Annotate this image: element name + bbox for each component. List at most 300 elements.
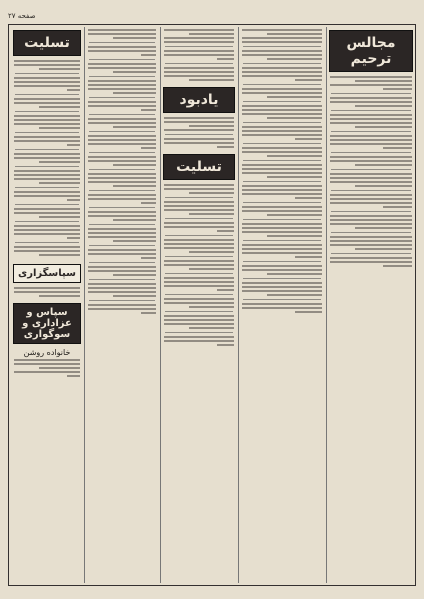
text-line (189, 33, 234, 35)
text-line (330, 122, 412, 124)
separator (331, 253, 411, 254)
text-line (242, 227, 322, 229)
text-line (164, 239, 234, 241)
text-line (355, 248, 412, 250)
text-line (113, 185, 156, 187)
column-3 (160, 27, 237, 583)
text-line (141, 202, 156, 204)
text-line (164, 247, 234, 249)
text-line (113, 126, 156, 128)
text-line (88, 211, 156, 213)
text-line (164, 298, 234, 300)
text-line (14, 119, 80, 121)
text-line (39, 106, 80, 108)
text-line (164, 41, 234, 43)
text-line (242, 151, 322, 153)
text-line (164, 315, 234, 317)
text-line (88, 253, 156, 255)
text-line (330, 143, 412, 145)
text-line (189, 79, 234, 81)
text-line (141, 257, 156, 259)
text-line (88, 101, 156, 103)
text-line (164, 336, 234, 338)
text-line (242, 210, 322, 212)
text-line (242, 164, 322, 166)
text-line (14, 123, 80, 125)
text-line (113, 295, 156, 297)
text-line (88, 63, 156, 65)
text-line (330, 177, 412, 179)
text-line (330, 156, 412, 158)
text-line (14, 246, 80, 248)
text-line (295, 197, 322, 199)
text-line (267, 294, 322, 296)
text-line (242, 67, 322, 69)
text-line (88, 143, 156, 145)
column-1 (326, 27, 415, 583)
separator (89, 76, 155, 77)
text-line (242, 252, 322, 254)
separator (89, 131, 155, 132)
text-line (113, 92, 156, 94)
text-line (88, 118, 156, 120)
text-line (189, 192, 234, 194)
text-line (164, 323, 234, 325)
text-line (242, 193, 322, 195)
separator (243, 84, 321, 85)
text-line (14, 191, 80, 193)
text-line (67, 144, 80, 146)
text-line (14, 212, 80, 214)
separator (165, 332, 233, 333)
text-line (242, 75, 322, 77)
text-line (88, 29, 156, 31)
text-line (113, 219, 156, 221)
separator (15, 73, 79, 74)
text-line (88, 266, 156, 268)
separator (15, 204, 79, 205)
text-line (14, 77, 80, 79)
text-line (164, 319, 234, 321)
text-line (88, 228, 156, 230)
separator (331, 152, 411, 153)
separator (243, 143, 321, 144)
text-line (88, 122, 156, 124)
text-line (164, 142, 234, 144)
text-line (164, 201, 234, 203)
separator (243, 240, 321, 241)
separator (165, 311, 233, 312)
text-line (14, 81, 80, 83)
text-line (88, 236, 156, 238)
text-line (113, 240, 156, 242)
text-line (164, 277, 234, 279)
text-line (141, 147, 156, 149)
text-line (330, 114, 412, 116)
text-line (141, 109, 156, 111)
text-line (330, 97, 412, 99)
text-line (164, 29, 234, 31)
text-line (242, 168, 322, 170)
separator (165, 235, 233, 236)
text-line (242, 147, 322, 149)
text-line (217, 344, 234, 346)
text-line (14, 60, 80, 62)
text-line (14, 136, 80, 138)
text-line (88, 135, 156, 137)
text-line (67, 89, 80, 91)
text-line (242, 50, 322, 52)
text-line (88, 308, 156, 310)
text-line (267, 58, 322, 60)
text-line (164, 226, 234, 228)
text-line (164, 260, 234, 262)
text-line (164, 264, 234, 266)
text-line (164, 138, 234, 140)
text-line (242, 269, 322, 271)
text-line (242, 109, 322, 111)
text-line (113, 164, 156, 166)
text-line (330, 219, 412, 221)
text-line (189, 268, 234, 270)
text-line (164, 50, 234, 52)
text-line (189, 306, 234, 308)
separator (89, 97, 155, 98)
text-line (164, 281, 234, 283)
separator (89, 114, 155, 115)
section-heading-sepas-azadari: سپاس و عزاداری و سوگواری (13, 303, 81, 344)
text-line (189, 125, 234, 127)
text-line (164, 67, 234, 69)
text-line (39, 68, 80, 70)
text-line (383, 206, 412, 208)
separator (89, 300, 155, 301)
separator (89, 59, 155, 60)
text-line (14, 153, 80, 155)
separator (89, 169, 155, 170)
separator (243, 219, 321, 220)
text-line (330, 84, 412, 86)
separator (243, 181, 321, 182)
separator (331, 190, 411, 191)
text-line (88, 232, 156, 234)
separator (331, 169, 411, 170)
text-line (14, 85, 80, 87)
text-line (88, 283, 156, 285)
separator (243, 46, 321, 47)
text-line (14, 102, 80, 104)
text-line (355, 227, 412, 229)
text-line (164, 243, 234, 245)
separator (89, 207, 155, 208)
separator (243, 63, 321, 64)
text-line (267, 117, 322, 119)
text-line (217, 230, 234, 232)
separator (15, 111, 79, 112)
text-line (39, 367, 80, 369)
text-line (88, 80, 156, 82)
text-line (295, 79, 322, 81)
text-line (330, 202, 412, 204)
text-line (242, 71, 322, 73)
text-line (88, 160, 156, 162)
text-line (14, 170, 80, 172)
text-line (88, 181, 156, 183)
text-line (330, 240, 412, 242)
section-heading-tasliat-middle: تسلیت (163, 154, 235, 180)
text-line (383, 265, 412, 267)
separator (243, 101, 321, 102)
text-line (14, 208, 80, 210)
text-line (88, 249, 156, 251)
text-line (330, 101, 412, 103)
text-line (242, 92, 322, 94)
text-line (267, 214, 322, 216)
text-line (67, 199, 80, 201)
text-line (330, 160, 412, 162)
text-line (14, 371, 80, 373)
text-line (217, 146, 234, 148)
text-line (14, 229, 80, 231)
text-line (242, 303, 322, 305)
separator (331, 211, 411, 212)
text-line (330, 236, 412, 238)
text-line (88, 105, 156, 107)
text-line (383, 147, 412, 149)
text-line (88, 33, 156, 35)
section-heading-sepasgozari: سپاسگزاری (13, 264, 81, 283)
text-line (14, 115, 80, 117)
text-line (242, 286, 322, 288)
separator (89, 224, 155, 225)
text-line (14, 64, 80, 66)
text-line (267, 33, 322, 35)
separator (15, 221, 79, 222)
text-line (14, 233, 80, 235)
text-line (67, 375, 80, 377)
text-line (242, 265, 322, 267)
separator (243, 299, 321, 300)
text-line (164, 75, 234, 77)
column-5 (11, 27, 83, 583)
separator (165, 46, 233, 47)
text-line (355, 126, 412, 128)
text-line (242, 282, 322, 284)
separator (15, 132, 79, 133)
text-line (242, 223, 322, 225)
separator (15, 242, 79, 243)
text-line (267, 155, 322, 157)
text-line (242, 113, 322, 115)
classifieds-frame (8, 24, 416, 586)
separator (165, 134, 233, 135)
separator (165, 197, 233, 198)
text-line (330, 198, 412, 200)
separator (165, 218, 233, 219)
text-line (164, 285, 234, 287)
separator (165, 273, 233, 274)
text-line (330, 76, 412, 78)
section-heading-tasliat-top: تسلیت (13, 30, 81, 56)
text-line (88, 139, 156, 141)
text-line (88, 50, 156, 52)
text-line (39, 182, 80, 184)
text-line (14, 98, 80, 100)
text-line (14, 291, 80, 293)
text-line (242, 130, 322, 132)
text-line (164, 188, 234, 190)
text-line (295, 311, 322, 313)
page-number-label: صفحه ۲۷ (8, 12, 36, 20)
text-line (330, 215, 412, 217)
text-line (164, 302, 234, 304)
text-line (295, 138, 322, 140)
text-line (164, 222, 234, 224)
text-line (88, 46, 156, 48)
separator (331, 110, 411, 111)
separator (89, 190, 155, 191)
text-line (88, 194, 156, 196)
text-line (39, 161, 80, 163)
separator (243, 160, 321, 161)
text-line (330, 135, 412, 137)
separator (331, 232, 411, 233)
separator (15, 187, 79, 188)
text-line (14, 157, 80, 159)
text-line (355, 105, 412, 107)
text-line (242, 307, 322, 309)
text-line (164, 117, 234, 119)
text-line (242, 172, 322, 174)
text-line (88, 88, 156, 90)
text-line (67, 237, 80, 239)
text-line (88, 198, 156, 200)
text-line (242, 41, 322, 43)
text-line (14, 195, 80, 197)
text-line (242, 290, 322, 292)
separator (15, 149, 79, 150)
text-line (267, 273, 322, 275)
text-line (189, 327, 234, 329)
text-line (330, 223, 412, 225)
text-line (14, 174, 80, 176)
text-line (88, 173, 156, 175)
text-line (242, 126, 322, 128)
text-line (14, 178, 80, 180)
separator (89, 245, 155, 246)
separator (243, 278, 321, 279)
text-line (242, 105, 322, 107)
text-line (14, 363, 80, 365)
separator (331, 93, 411, 94)
family-name: خانواده روشن (23, 348, 71, 357)
text-line (88, 84, 156, 86)
section-heading-yadbood: یادبود (163, 87, 235, 113)
text-line (164, 37, 234, 39)
text-line (242, 134, 322, 136)
text-line (189, 213, 234, 215)
text-line (141, 312, 156, 314)
text-line (88, 287, 156, 289)
separator (89, 262, 155, 263)
section-heading-majales-tarhim: مجالس ترحیم (329, 30, 413, 72)
text-line (141, 54, 156, 56)
text-line (242, 37, 322, 39)
text-line (39, 127, 80, 129)
separator (243, 261, 321, 262)
separator (89, 42, 155, 43)
text-line (330, 194, 412, 196)
text-line (330, 261, 412, 263)
text-line (383, 88, 412, 90)
text-line (164, 54, 234, 56)
text-line (164, 209, 234, 211)
text-line (88, 156, 156, 158)
text-line (330, 118, 412, 120)
text-line (242, 189, 322, 191)
text-line (330, 257, 412, 259)
text-line (164, 121, 234, 123)
text-line (14, 287, 80, 289)
text-line (242, 54, 322, 56)
text-line (88, 291, 156, 293)
text-line (217, 58, 234, 60)
separator (15, 166, 79, 167)
separator (165, 63, 233, 64)
text-line (113, 71, 156, 73)
text-line (242, 206, 322, 208)
text-line (164, 129, 234, 131)
text-line (242, 29, 322, 31)
text-line (88, 67, 156, 69)
text-line (355, 185, 412, 187)
text-line (88, 177, 156, 179)
text-line (39, 254, 80, 256)
separator (331, 131, 411, 132)
text-line (217, 289, 234, 291)
text-line (164, 71, 234, 73)
text-line (242, 185, 322, 187)
text-line (330, 244, 412, 246)
text-line (164, 205, 234, 207)
separator (89, 152, 155, 153)
text-line (39, 216, 80, 218)
separator (165, 294, 233, 295)
text-line (113, 274, 156, 276)
text-line (88, 215, 156, 217)
separator (89, 279, 155, 280)
text-line (330, 181, 412, 183)
column-4 (84, 27, 159, 583)
text-line (88, 270, 156, 272)
text-line (14, 140, 80, 142)
text-line (14, 250, 80, 252)
text-line (355, 80, 412, 82)
text-line (14, 359, 80, 361)
text-line (330, 173, 412, 175)
page-meta (8, 10, 416, 22)
text-line (189, 251, 234, 253)
text-line (242, 244, 322, 246)
text-line (39, 295, 80, 297)
text-line (242, 231, 322, 233)
text-line (330, 139, 412, 141)
text-line (88, 304, 156, 306)
text-line (295, 256, 322, 258)
separator (165, 256, 233, 257)
separator (15, 94, 79, 95)
text-line (267, 176, 322, 178)
